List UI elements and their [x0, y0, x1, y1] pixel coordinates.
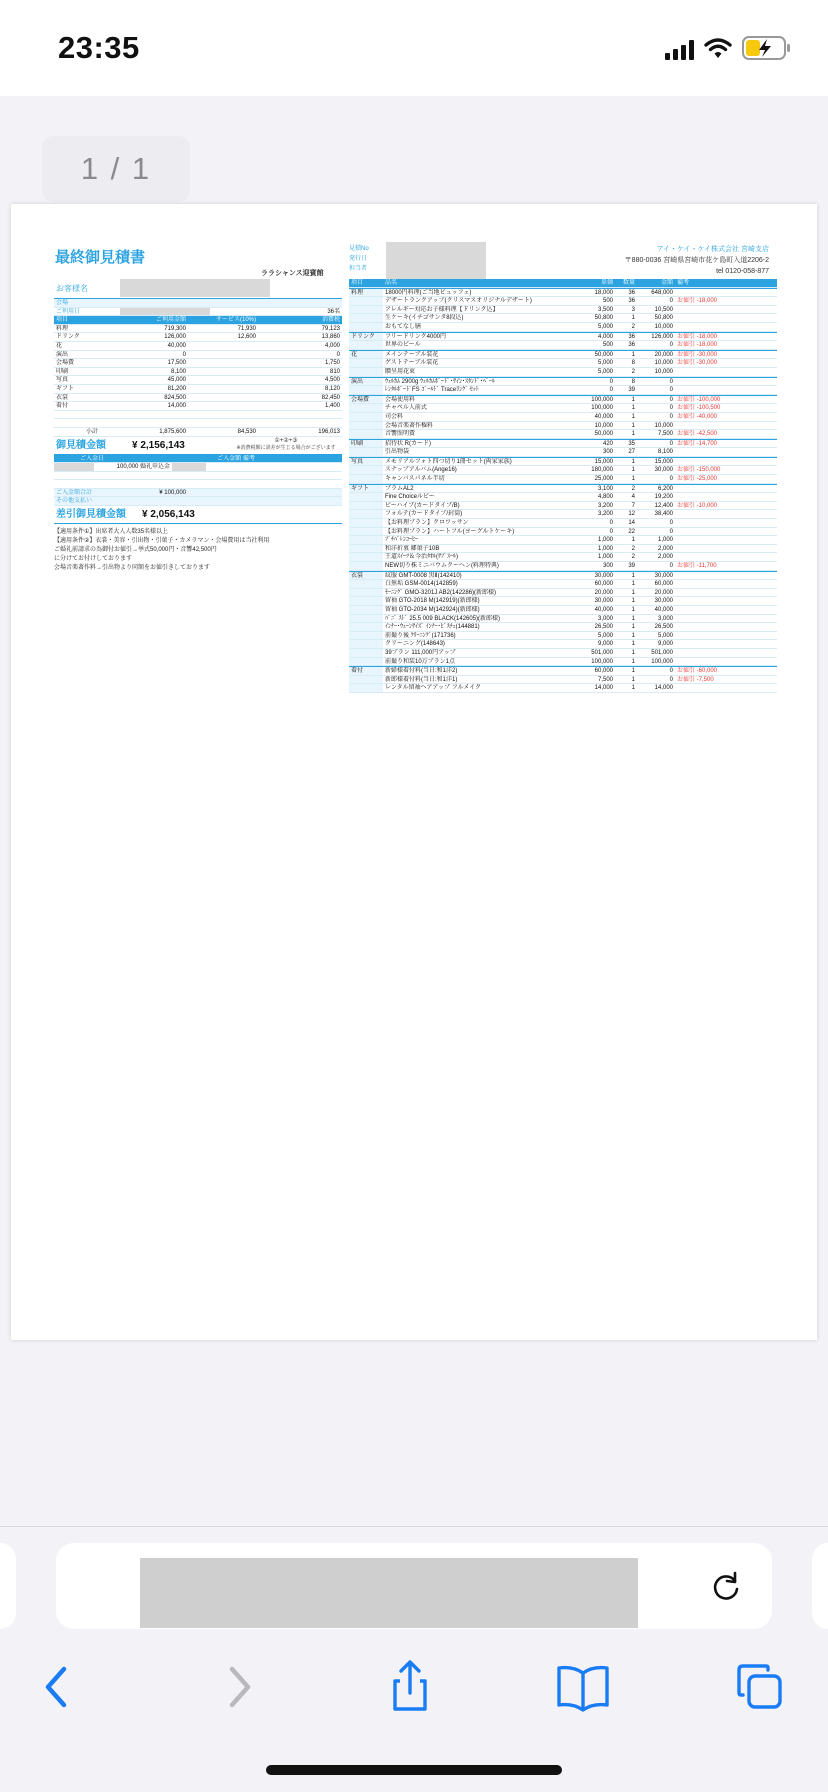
redacted-block — [386, 242, 486, 280]
detail-row: 贈呈用花束 5,000 2 10,000 — [349, 368, 777, 377]
previous-tab-card[interactable] — [0, 1543, 16, 1629]
summary-row: 写真 45,000 4,500 — [56, 377, 340, 384]
detail-row: スナップアルバム(Ange16) 180,000 1 30,000 お値引 -150,000 — [349, 466, 777, 475]
back-icon[interactable] — [28, 1657, 88, 1717]
company-info: アイ・ケイ・ケイ株式会社 宮崎支店 〒880-0036 宮崎県宮崎市花ケ島町入道2206-2 tel 0120-058-877 — [624, 246, 769, 275]
detail-row: 会場音楽著作権料 10,000 1 10,000 — [349, 422, 777, 431]
detail-row: 会場費 会場使用料 100,000 1 0 お値引 -100,000 — [349, 396, 777, 405]
detail-row: フォルテ(カードタイプ/封筒) 3,200 12 38,400 — [349, 510, 777, 519]
balance-row: 差引御見積金額 ¥ 2,056,143 — [54, 506, 342, 524]
detail-row: 留袖 GTO-2034 M(142924)(新郎様) 40,000 1 40,000 — [349, 606, 777, 615]
summary-head: 項目 ご利用金額 サービス(10%) 消費税 — [56, 317, 340, 324]
page-indicator: 1 / 1 — [42, 136, 190, 202]
venue-row: 会場 — [54, 299, 342, 308]
deposit-row: 100,000 婚礼申込金 — [54, 463, 342, 472]
other-payment-row: その他支払い — [54, 497, 342, 506]
tabs-icon[interactable] — [730, 1657, 790, 1717]
battery-charging-icon — [742, 36, 792, 60]
document-title: 最終御見積書 — [55, 249, 146, 266]
detail-row: 新郎様着付料(当日:和1洋1) 7,500 1 0 お値引 -7,500 — [349, 676, 777, 685]
venue-name: ララシャンス迎賓館 — [261, 270, 324, 277]
detail-row: 音響照明費 50,000 1 7,500 お値引 -42,500 — [349, 430, 777, 439]
detail-row: 前撮り後 ｸﾘｰﾆﾝｸﾞ(171736) 5,000 1 5,000 — [349, 632, 777, 641]
detail-row: デザートランクアップ(クリスマスオリジナルデザート) 500 36 0 お値引 -18,000 — [349, 297, 777, 306]
summary-row: 花 40,000 4,000 — [56, 342, 340, 349]
summary-row: 料理 719,300 71,930 79,123 — [56, 325, 340, 332]
redacted-block — [120, 308, 210, 316]
bookmarks-icon[interactable] — [553, 1657, 613, 1717]
summary-rows — [54, 325, 342, 437]
detail-group — [349, 666, 777, 693]
summary-table — [54, 279, 342, 573]
deposit-head: ご入金日 ご入金額 備考 — [54, 455, 342, 464]
home-indicator — [266, 1765, 562, 1775]
detail-row: 前撮り和装10万プラン1点 100,000 1 100,000 — [349, 658, 777, 667]
detail-row: ゲストテーブル装花 5,000 8 10,000 お値引 -30,000 — [349, 359, 777, 368]
detail-row: おもてなし膳 5,000 2 10,000 — [349, 323, 777, 332]
browser-bottom-bar — [0, 1526, 828, 1792]
customer-row: お客様名 — [54, 279, 342, 299]
detail-rows — [349, 288, 777, 693]
detail-row: クリーニング(148643) 9,000 1 9,000 — [349, 640, 777, 649]
header-labels: 見積No 発行日 担当者 — [349, 246, 369, 272]
wifi-icon — [704, 38, 732, 60]
redacted-block — [120, 279, 270, 297]
detail-row: レンタル留袖ヘアアップ フルメイク 14,000 1 14,000 — [349, 684, 777, 693]
estimate-row: 御見積金額 ¥ 2,156,143 ①+②+③ ※消費税額に誤差が生じる場合がございます — [54, 437, 342, 455]
redacted-url — [140, 1558, 638, 1628]
summary-row: ギフト 81,200 8,120 — [56, 385, 340, 392]
forward-icon[interactable] — [208, 1657, 268, 1717]
detail-row: 料理 18000円料理(ご当地ビュッフェ) 18,000 36 648,000 — [349, 289, 777, 298]
share-icon[interactable] — [380, 1657, 440, 1717]
detail-row: アレルギー対応お子様料理【ドリンク込】 3,500 3 10,500 — [349, 306, 777, 315]
detail-group — [349, 457, 777, 484]
detail-group — [349, 571, 777, 667]
detail-row: ビーハイブ(カードタイプ/B) 3,200 7 12,400 お値引 -10,000 — [349, 502, 777, 511]
detail-group — [349, 332, 777, 350]
cellular-signal-icon — [665, 38, 694, 60]
detail-row: 39プラン 111,000円アップ 501,000 1 501,000 — [349, 649, 777, 658]
summary-row: ドリンク 126,000 12,600 13,860 — [56, 334, 340, 341]
detail-row: ギフト プラムAL2 3,100 2 6,200 — [349, 485, 777, 494]
detail-row: ﾓｰﾆﾝｸﾞ GMO-3201J AB2(142286)(新郎様) 20,000 1 20,000 — [349, 589, 777, 598]
summary-row — [54, 411, 342, 420]
pdf-viewer[interactable] — [0, 96, 828, 1526]
detail-row: 世界のビール 500 36 0 お値引 -18,000 — [349, 341, 777, 350]
detail-row: チャペル人前式 100,000 1 0 お値引 -100,500 — [349, 404, 777, 413]
status-bar — [0, 0, 828, 96]
detail-row: 着付 新婦様着付料(当日:和1洋2) 60,000 1 0 お値引 -60,000 — [349, 667, 777, 676]
summary-row: 着付 14,000 1,400 — [56, 403, 340, 410]
detail-group — [349, 377, 777, 395]
document-page — [11, 204, 817, 1340]
detail-head: 項目 品名 単価 数量 金額 備考 — [349, 279, 777, 288]
detail-row: NEW切り株ミニバウムクーヘン(料理特典) 300 39 0 お値引 -11,700 — [349, 562, 777, 571]
redacted-block — [54, 463, 94, 471]
detail-row: 和洋折衷 郷菓子10B 1,000 2 2,000 — [349, 545, 777, 554]
detail-group — [349, 484, 777, 571]
detail-row: ドリンク フリードリンク4000円 4,000 36 126,000 お値引 -18,000 — [349, 333, 777, 342]
detail-row: 引出物袋 300 27 8,100 — [349, 448, 777, 457]
summary-row: 小計 1,875,600 84,530 196,013 — [54, 428, 342, 437]
detail-group — [349, 350, 777, 377]
detail-row: 王道ｽｲｰﾂ＆今治ﾀｵﾙ(ｻﾌﾞｽｰﾙ) 1,000 2 2,000 — [349, 553, 777, 562]
detail-row: ｲﾝﾅｰ･ｳｪｰﾝｻｲｽﾞ ｲﾝﾅｰ･ﾋﾞｽﾁｪ(144881) 26,500 1 26,500 — [349, 623, 777, 632]
detail-row: 印刷 招待状 R(カード) 420 35 0 お値引 -14,700 — [349, 440, 777, 449]
detail-row: 写真 メモリアルフォト四つ切り1冊セット(両家家族) 15,000 1 15,000 — [349, 458, 777, 467]
summary-row: 演出 0 0 — [56, 351, 340, 358]
address-bar[interactable] — [56, 1543, 772, 1629]
detail-row: ﾌﾟﾁﾊﾞﾚﾝｺｰﾋｰ 1,000 1 1,000 — [349, 536, 777, 545]
summary-row — [54, 419, 342, 428]
summary-row: 会場費 17,500 1,750 — [56, 360, 340, 367]
date-row: ご利用日 36名 — [56, 308, 340, 315]
detail-row: 留袖 GTO-2018 M(142919)(新郎様) 30,000 1 30,000 — [349, 597, 777, 606]
status-time: 23:35 — [58, 30, 140, 65]
detail-row: 白無垢 GSM-0014(142859) 60,000 1 60,000 — [349, 580, 777, 589]
safari-toolbar — [0, 1657, 828, 1727]
summary-row: 印刷 8,100 810 — [56, 368, 340, 375]
summary-row: 衣裳 824,500 82,450 — [56, 394, 340, 401]
detail-group — [349, 288, 777, 332]
deposit-total-row: ご入金額合計 ¥ 100,000 — [54, 489, 342, 498]
detail-row: キャンバスパネル半切 25,000 1 0 お値引 -25,000 — [349, 475, 777, 484]
detail-group — [349, 395, 777, 439]
detail-row: 生ケーキ(イチゴサンタ8段込) 50,800 1 50,800 — [349, 314, 777, 323]
redacted-block — [172, 463, 206, 471]
next-tab-card[interactable] — [812, 1543, 828, 1629]
detail-row: 花 メインテーブル装花 50,000 1 20,000 お値引 -30,000 — [349, 351, 777, 360]
detail-row: 演出 ｳｪﾙｶﾑ 2900g ｳｪﾙｶﾑﾎﾞｰﾄﾞ･ｻｲﾝ･ｽﾀﾝﾄﾞ･ﾍﾞｰﾙ 0 8 0 — [349, 378, 777, 387]
detail-row: ﾚﾝﾀﾙﾎﾞｰﾄﾞFS ｺﾞｰﾙﾄﾞ Traceﾘﾝｸﾞ ｾｯﾄ 0 39 0 — [349, 386, 777, 395]
detail-table — [349, 279, 777, 693]
detail-row: 司会料 40,000 1 0 お値引 -40,000 — [349, 413, 777, 422]
detail-row: ﾊﾞﾆﾞ ｽﾄﾞ 25.5 009 BLACK(142605)(新郎様) 3,000 1 3,000 — [349, 615, 777, 624]
detail-group — [349, 439, 777, 457]
detail-row: 【お料理プラン】クロワッサン 0 14 0 — [349, 519, 777, 528]
detail-row: 衣裳 紋服 GMT-0008 黒Ⅱ(142410) 30,000 1 30,000 — [349, 572, 777, 581]
reload-icon[interactable] — [708, 1569, 744, 1605]
detail-row: Fine Choiceルビー 4,800 4 19,200 — [349, 493, 777, 502]
detail-row: 【お料理プラン】ハートフル(ヨーグルトケーキ) 0 22 0 — [349, 528, 777, 537]
conditions-notes: 【適用条件①】出席者大人人数35名様以上 【適用条件②】衣裳・美容・引出物・引菓子・カメラマン・会場費用は当社利用 ご婚礼前請求の為御付お値引→挙式50,000円・音響42,500円 に分けてお付けしております 会場音楽著作料→引出物より同額をお値引きしております — [54, 529, 270, 572]
